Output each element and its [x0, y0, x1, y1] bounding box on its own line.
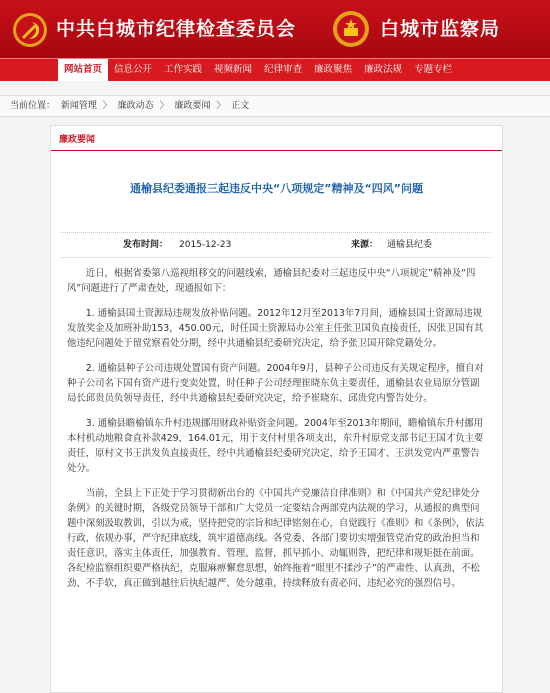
- nav-item-info[interactable]: 信息公开: [114, 64, 153, 75]
- breadcrumb-sep: 〉: [102, 101, 112, 111]
- article-title: 通榆县纪委通报三起违反中央“八项规定”精神及“四风”问题: [130, 182, 423, 195]
- site-title-right: 白城市监察局: [380, 18, 501, 40]
- breadcrumb-label: 当前位置：: [10, 101, 56, 111]
- publish-label: 发布时间：: [123, 240, 169, 250]
- section-title[interactable]: 廉政要闻: [59, 135, 96, 145]
- nav-item-home[interactable]: 网站首页: [58, 59, 108, 81]
- main-nav: [0, 58, 550, 81]
- site-title-left: 中共白城市纪律检查委员会: [56, 18, 297, 40]
- breadcrumb-item-body: 正文: [231, 101, 250, 111]
- nav-item-regulations[interactable]: 廉政法规: [364, 64, 403, 75]
- source-label: 来源：: [351, 240, 379, 250]
- nav-item-focus[interactable]: 廉政聚焦: [314, 64, 353, 75]
- national-emblem-icon: [332, 10, 370, 48]
- article-container: [50, 125, 503, 693]
- paragraph: 当前，全县上下正处于学习贯彻新出台的《中国共产党廉洁自律准则》和《中国共产党纪律处分条例》的关键时期，各级党员领导干部和广大党员一定要结合两部党内法规的学习，从通报的典型问题中深刻汲取教训，引以为戒，坚持把党的宗旨和纪律铭刻在心，自觉践行《准则》和《条例》，依法行政，依规办事，严守纪律底线，筑牢道德高线。各党委、各部门要切实增强管党治党的政治担当和责任意识，落实主体责任，加强教育、管理、监督，抓早抓小、动辄则咎，把纪律和规矩挺在前面。各纪检监察组织要严格执纪，克服麻痹懈怠思想，始终拖着“眼里不揉沙子”的严肃性、认真劲，不松劲、不手软，真正做到越往后执纪越严、处分越重，持续释放有责必问、违纪必究的强烈信号。: [67, 488, 485, 589]
- breadcrumb-item-dynamics[interactable]: 廉政动态: [117, 101, 154, 111]
- article-meta: [61, 232, 492, 258]
- paragraph: 3. 通榆县瞻榆镇东升村违规挪用财政补贴资金问题。2004年至2013年期间，瞻榆镇东升村挪用本村机动地粮食直补款429，164.01元，用于支付村里各项支出，东升村原党支部书记王国才负主要责任，原村文书王洪发负直接责任，经中共通榆县纪委研究决定，给予王国才、王洪发党内严重警告处分。: [67, 418, 484, 474]
- paragraph: 1. 通榆县国土资源局违规发放补贴问题。2012年12月至2013年7月间，通榆县国土资源局违规发放奖金及加班补助153，450.00元，时任国土资源局办公室主任张卫国负直接责任，因张卫国有其他违纪问题处于留党察看处分期，经中共通榆县纪委研究决定，给予张卫国开除党籍处分。: [67, 308, 484, 349]
- source-value: 通榆县纪委: [387, 240, 433, 250]
- breadcrumb-item-headlines[interactable]: 廉政要闻: [174, 101, 211, 111]
- breadcrumb: [0, 95, 550, 117]
- paragraph: 近日，根据省委第八巡视组移交的问题线索，通榆县纪委对三起违反中央“八项规定”精神及“四风”问题进行了严肃查处，现通报如下：: [67, 268, 476, 294]
- paragraph: 2. 通榆县种子公司违规处置国有资产问题。2004年9月，县种子公司违反有关规定程序，擅自对种子公司名下国有资产进行变卖处置，时任种子公司经理崔晓东负主要责任，通榆县农业局原分管副局长邱贵员负领导责任，经中共通榆县纪委研究决定，给予崔晓东、邱贵党内警告处分。: [67, 363, 484, 404]
- nav-item-review[interactable]: 纪律审查: [264, 64, 303, 75]
- breadcrumb-sep: 〉: [216, 101, 226, 111]
- breadcrumb-item-news[interactable]: 新闻管理: [60, 101, 97, 111]
- section-divider: [51, 150, 502, 151]
- nav-item-practice[interactable]: 工作实践: [164, 64, 203, 75]
- breadcrumb-sep: 〉: [159, 101, 169, 111]
- nav-item-video[interactable]: 视频新闻: [214, 64, 253, 75]
- nav-item-topics[interactable]: 专题专栏: [414, 64, 453, 75]
- article-body: [67, 266, 486, 601]
- site-header: [0, 0, 550, 58]
- party-emblem-icon: [12, 12, 48, 48]
- publish-date: 2015-12-23: [179, 240, 232, 250]
